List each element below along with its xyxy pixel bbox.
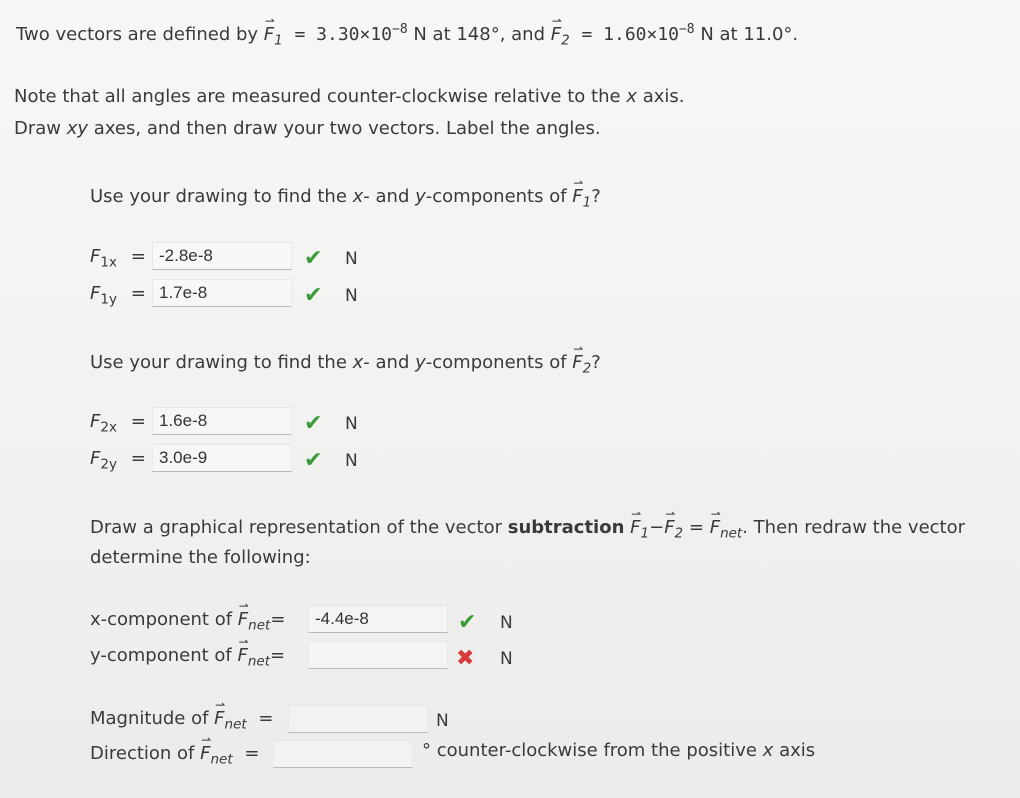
f1-magnitude: 3.30×10 — [316, 24, 393, 46]
part3-prompt: Draw a graphical representation of the vector subtraction ⇀ $F_1-$ ⇀ $F_2$ = ⇀ $F_{net}$. Then redraw the vector — [90, 507, 966, 542]
f1x-input[interactable]: -2.8e-8 — [152, 242, 292, 270]
f1y-label: $F_{1y}$ = — [90, 283, 146, 308]
f2y-input[interactable]: 3.0e-9 — [152, 444, 292, 472]
xcomp-unit: N — [500, 613, 513, 633]
correct-check-icon: ✔ — [458, 610, 477, 635]
angle-note: Note that all angles are measured counter-clockwise relative to the x axis. — [14, 86, 685, 107]
f2x-label: $F_{2x}$ = — [90, 411, 146, 436]
ycomp-input[interactable] — [308, 641, 448, 669]
magnitude-label: Magnitude of ⇀ $F_{net}$ = — [90, 698, 274, 733]
direction-unit: ° counter-clockwise from the positive x axis — [422, 740, 816, 761]
f1y-unit: N — [345, 286, 358, 306]
f1y-input[interactable]: 1.7e-8 — [152, 279, 292, 307]
f1x-label: $F_{1x}$ = — [90, 246, 146, 271]
f1x-unit: N — [345, 249, 358, 269]
f2-symbol: ⇀ $F_2$ — [550, 14, 570, 49]
f2y-unit: N — [345, 451, 358, 471]
magnitude-unit: N — [436, 711, 449, 731]
ycomp-unit: N — [500, 649, 513, 669]
correct-check-icon: ✔ — [304, 283, 323, 308]
magnitude-input[interactable] — [288, 705, 428, 733]
f2y-label: $F_{2y}$ = — [90, 448, 146, 473]
f1-symbol: ⇀ $F_1$ — [263, 14, 283, 49]
f2x-input[interactable]: 1.6e-8 — [152, 407, 292, 435]
problem-statement: Two vectors are defined by ⇀ $F_1 = 3.30\times 10^{-8}$ N at 148°, and ⇀ $F_2 = 1.60\times 10^{-8}$ N at 11.0°. — [16, 14, 799, 49]
f2-magnitude: 1.60×10 — [603, 24, 679, 46]
part2-prompt: Use your drawing to find the x- and y-components of ⇀ $F_2$? — [90, 342, 601, 377]
ycomp-label: y-component of ⇀ $F_{net}=$ — [90, 635, 286, 670]
xcomp-input[interactable]: -4.4e-8 — [308, 605, 448, 633]
direction-input[interactable] — [273, 740, 413, 768]
f2x-unit: N — [345, 414, 358, 434]
part1-prompt: Use your drawing to find the x- and y-components of ⇀ $F_1$? — [90, 176, 601, 211]
direction-label: Direction of ⇀ $F_{net}$ = — [90, 733, 260, 768]
correct-check-icon: ✔ — [304, 448, 323, 473]
correct-check-icon: ✔ — [304, 246, 323, 271]
xcomp-label: x-component of ⇀ $F_{net}=$ — [90, 599, 286, 634]
correct-check-icon: ✔ — [304, 411, 323, 436]
incorrect-cross-icon: ✖ — [456, 646, 475, 671]
part3-prompt-line2: determine the following: — [90, 547, 311, 568]
draw-instruction: Draw xy axes, and then draw your two vectors. Label the angles. — [14, 118, 601, 139]
